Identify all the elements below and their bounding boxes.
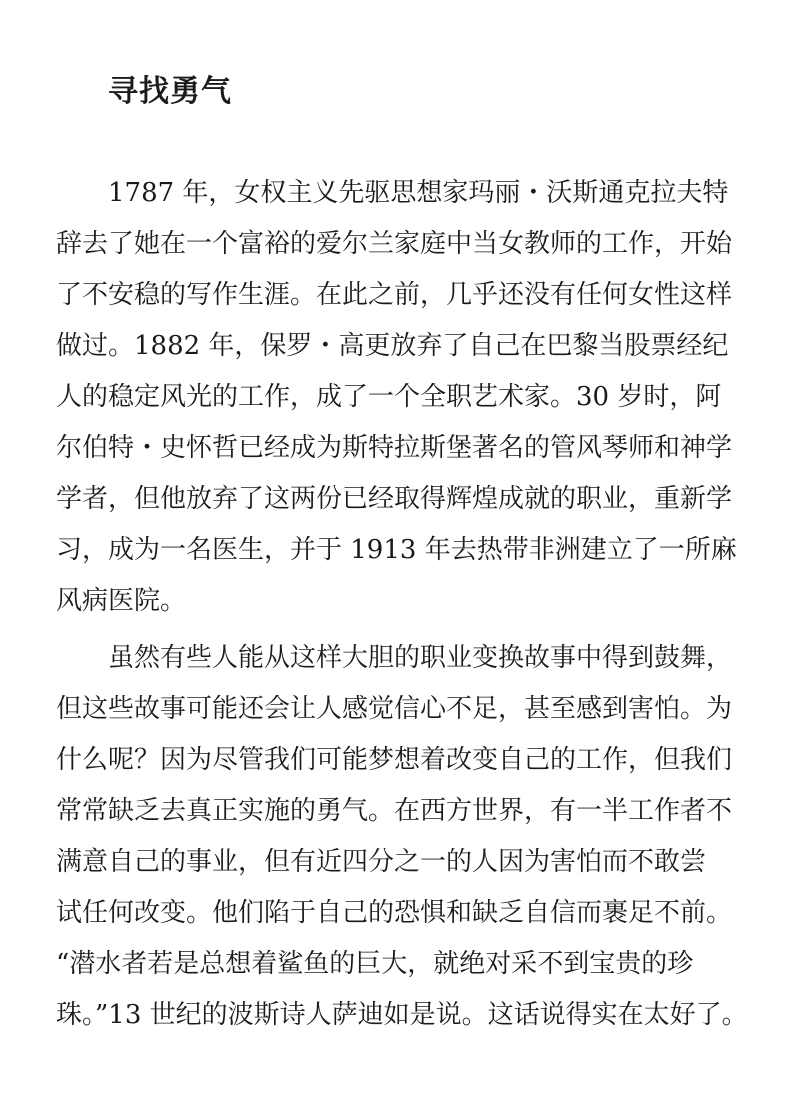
text-line: 风病医院。 [56,586,187,616]
paragraph-1 [56,168,746,627]
text-line: 虽然有些人能从这样大胆的职业变换故事中得到鼓舞， [56,643,733,673]
text-line: 尔伯特・史怀哲已经成为斯特拉斯堡著名的管风琴师和神学 [56,433,733,463]
text-line: 1787 年，女权主义先驱思想家玛丽・沃斯通克拉夫特 [56,178,729,208]
text-line: 常常缺乏去真正实施的勇气。在西方世界，有一半工作者不 [56,796,733,826]
text-line: 什么呢？因为尽管我们可能梦想着改变自己的工作，但我们 [56,745,733,775]
text-line: 满意自己的事业，但有近四分之一的人因为害怕而不敢尝 [56,847,707,877]
body-text [56,168,746,1041]
text-line: 了不安稳的写作生涯。在此之前，几乎还没有任何女性这样 [56,280,733,310]
text-line: 珠。”13 世纪的波斯诗人萨迪如是说。这话说得实在太好了。 [56,1000,748,1030]
text-line: “潜水者若是总想着鲨鱼的巨大，就绝对采不到宝贵的珍 [56,949,694,979]
text-line: 人的稳定风光的工作，成了一个全职艺术家。30 岁时，阿 [56,382,722,412]
text-line: 但这些故事可能还会让人感觉信心不足，甚至感到害怕。为 [56,694,733,724]
text-line: 做过。1882 年，保罗・高更放弃了自己在巴黎当股票经纪 [56,331,729,361]
text-line: 学者，但他放弃了这两份已经取得辉煌成就的职业，重新学 [56,484,733,514]
paragraph-2 [56,633,746,1041]
section-heading: 寻找勇气 [108,74,232,109]
text-line: 试任何改变。他们陷于自己的恐惧和缺乏自信而裹足不前。 [56,898,733,928]
text-line: 习，成为一名医生，并于 1913 年去热带非洲建立了一所麻 [56,535,737,565]
text-line: 辞去了她在一个富裕的爱尔兰家庭中当女教师的工作，开始 [56,229,733,259]
